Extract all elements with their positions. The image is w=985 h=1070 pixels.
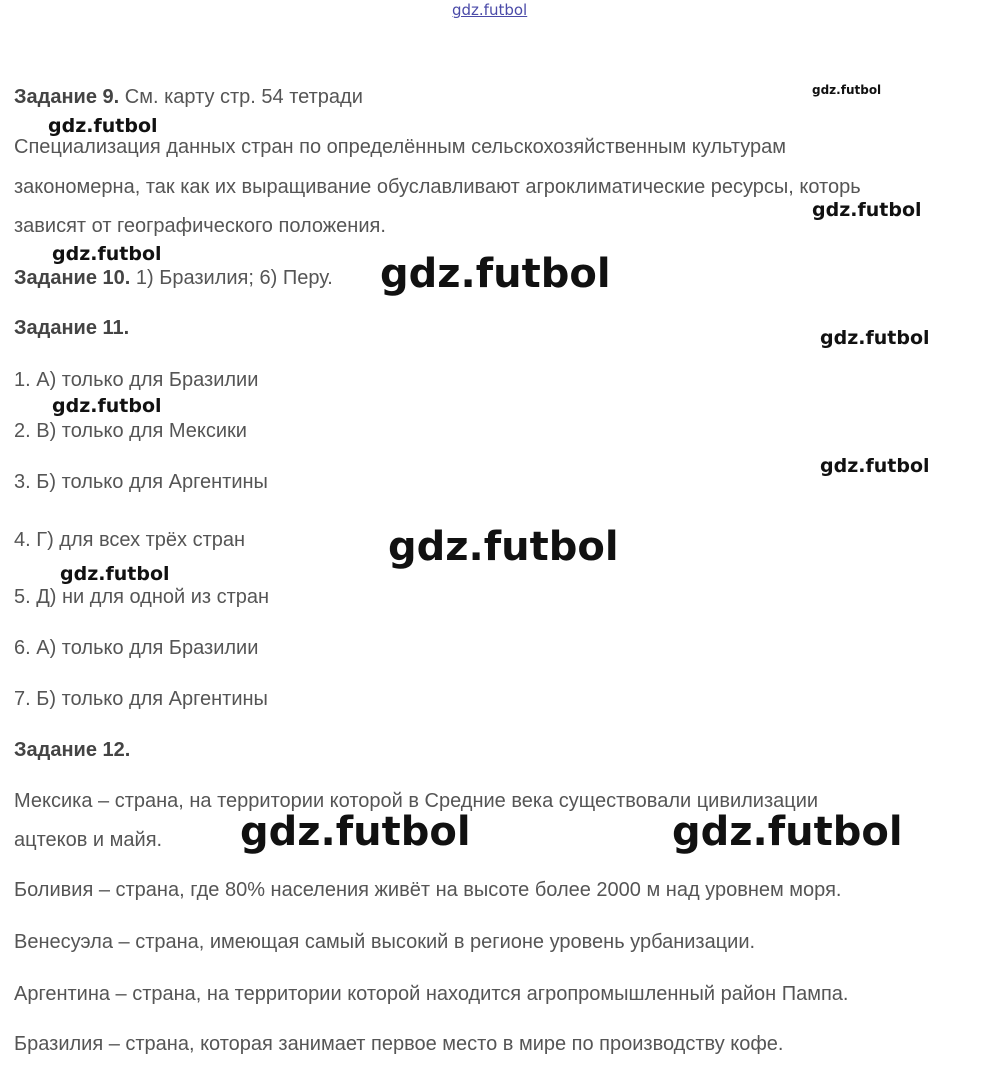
watermark-top[interactable]: gdz.futbol [452,1,528,19]
watermark: gdz.futbol [48,115,158,137]
task10-heading [14,266,333,290]
watermark: gdz.futbol [820,327,930,349]
task11-item: 1. А) только для Бразилии [14,369,259,391]
task12-line: Аргентина – страна, на территории которой находится агропромышленный район Пампа. [14,983,849,1005]
watermark: gdz.futbol [812,83,882,97]
task12-line: ацтеков и майя. [14,829,163,851]
task11-heading [14,316,129,340]
task12-label: Задание 12. [14,739,131,761]
task9-line: закономерна, так как их выращивание обуславливают агроклиматические ресурсы, которь [14,176,861,198]
task11-item: 6. А) только для Бразилии [14,637,259,659]
task9-heading [14,85,363,109]
watermark: gdz.futbol [60,563,170,585]
task11-item: 7. Б) только для Аргентины [14,688,268,710]
watermark: gdz.futbol [812,199,922,221]
task12-line: Боливия – страна, где 80% населения живёт на высоте более 2000 м над уровнем моря. [14,879,842,901]
task11-item: 3. Б) только для Аргентины [14,471,268,493]
task11-item: 2. В) только для Мексики [14,420,247,442]
task10-answer: 1) Бразилия; 6) Перу. [130,267,333,289]
watermark: gdz.futbol [388,524,619,570]
task12-line: Мексика – страна, на территории которой в Средние века существовали цивилизации [14,790,819,812]
task12-heading [14,738,130,762]
task9-line: Специализация данных стран по определённым сельскохозяйственным культурам [14,136,787,158]
task11-item: 5. Д) ни для одной из стран [14,586,270,608]
task12-line: Бразилия – страна, которая занимает первое место в мире по производству кофе. [14,1033,784,1055]
task9-ref: См. карту стр. 54 тетради [119,86,363,108]
watermark: gdz.futbol [52,243,162,265]
task11-label: Задание 11. [14,317,130,339]
watermark: gdz.futbol [240,809,471,855]
watermark: gdz.futbol [820,455,930,477]
task11-item: 4. Г) для всех трёх стран [14,529,246,551]
task12-line: Венесуэла – страна, имеющая самый высокий в регионе уровень урбанизации. [14,931,756,953]
watermark: gdz.futbol [380,251,611,297]
watermark: gdz.futbol [672,809,903,855]
task10-label: Задание 10. [14,267,131,289]
task9-line: зависят от географического положения. [14,215,386,237]
watermark: gdz.futbol [52,395,162,417]
task9-label: Задание 9. [14,86,120,108]
